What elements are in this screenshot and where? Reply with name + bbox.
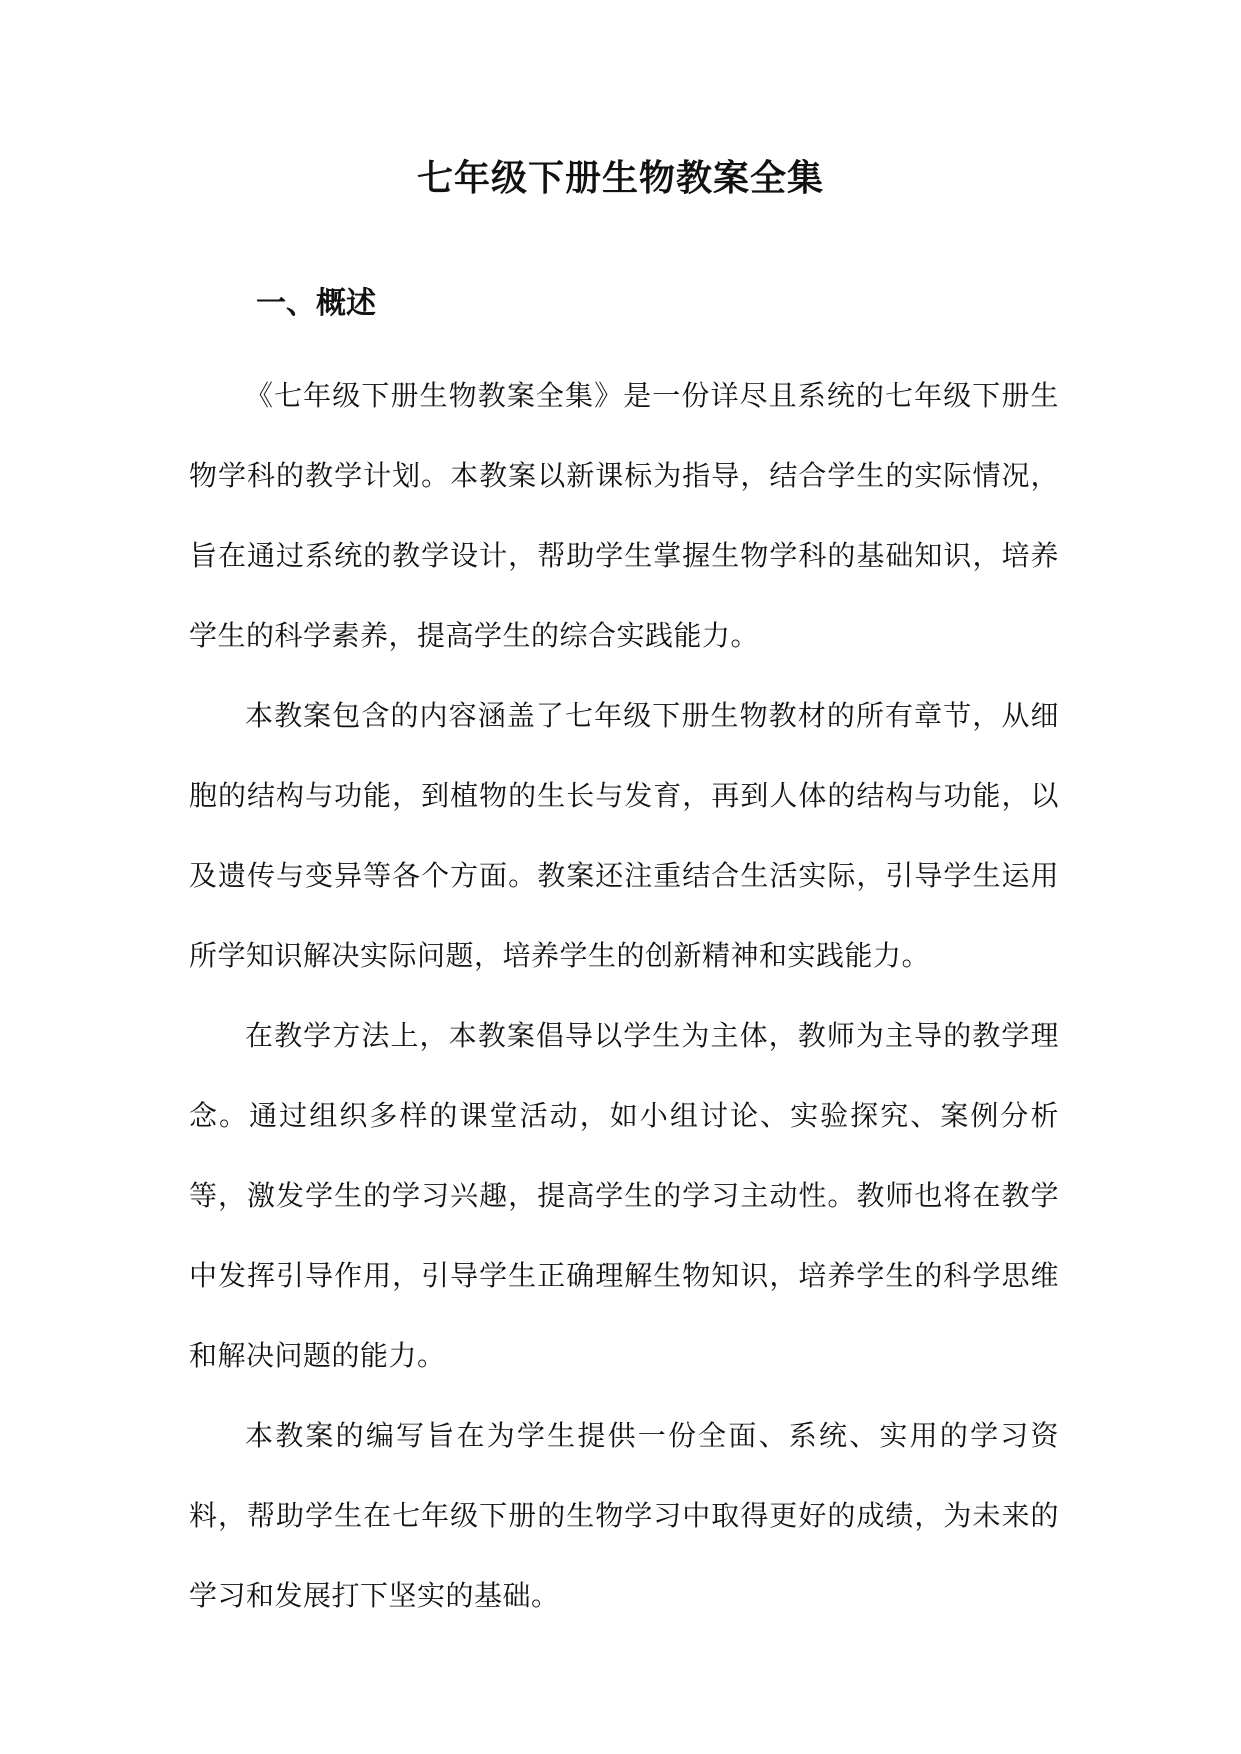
document-title: 七年级下册生物教案全集 (416, 157, 824, 199)
paragraph-content-scope: 本教案包含的内容涵盖了七年级下册生物教材的所有章节，从细胞的结构与功能，到植物的生长与发育，再到人体的结构与功能，以及遗传与变异等各个方面。教案还注重结合生活实际，引导学生运用所学知识解决实际问题，培养学生的创新精神和实践能力。 (189, 699, 1059, 972)
section-heading-overview: 一、概述 (256, 286, 376, 321)
paragraph-purpose: 本教案的编写旨在为学生提供一份全面、系统、实用的学习资料，帮助学生在七年级下册的生物学习中取得更好的成绩，为未来的学习和发展打下坚实的基础。 (189, 1419, 1059, 1612)
document-body (189, 356, 1059, 1636)
paragraph-intro: 《七年级下册生物教案全集》是一份详尽且系统的七年级下册生物学科的教学计划。本教案以新课标为指导，结合学生的实际情况，旨在通过系统的教学设计，帮助学生掌握生物学科的基础知识，培养学生的科学素养，提高学生的综合实践能力。 (189, 379, 1059, 652)
paragraph-teaching-methods: 在教学方法上，本教案倡导以学生为主体，教师为主导的教学理念。通过组织多样的课堂活动，如小组讨论、实验探究、案例分析等，激发学生的学习兴趣，提高学生的学习主动性。教师也将在教学中发挥引导作用，引导学生正确理解生物知识，培养学生的科学思维和解决问题的能力。 (189, 1019, 1059, 1372)
